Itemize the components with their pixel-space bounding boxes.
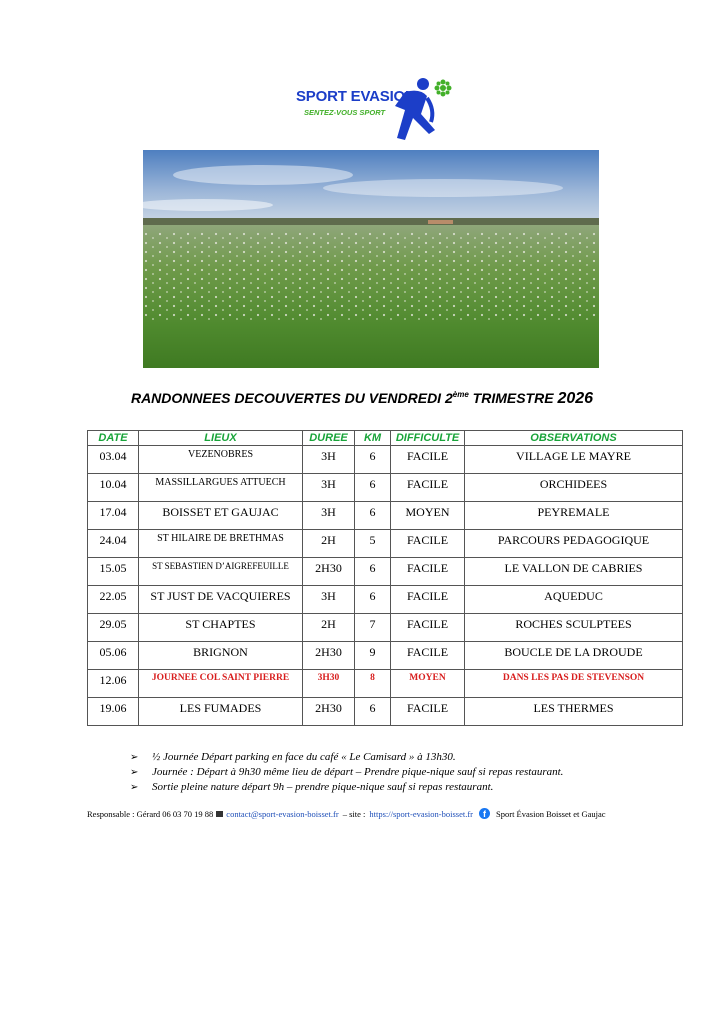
cell-date: 24.04 bbox=[88, 530, 139, 558]
cell-observations: ORCHIDEES bbox=[465, 474, 683, 502]
cell-duree: 2H bbox=[303, 614, 355, 642]
table-row bbox=[88, 586, 683, 614]
cell-km: 6 bbox=[355, 586, 391, 614]
note-text: Journée : Départ à 9h30 même lieu de départ – Prendre pique-nique sauf si repas restaurant. bbox=[152, 766, 564, 778]
table-row bbox=[88, 530, 683, 558]
footer-email-link[interactable]: contact@sport-evasion-boisset.fr bbox=[226, 808, 339, 819]
cell-difficulte: FACILE bbox=[391, 614, 465, 642]
note-item bbox=[130, 780, 563, 795]
cell-difficulte: FACILE bbox=[391, 474, 465, 502]
cell-duree: 2H30 bbox=[303, 642, 355, 670]
cell-observations: PARCOURS PEDAGOGIQUE bbox=[465, 530, 683, 558]
table-row bbox=[88, 558, 683, 586]
cell-date: 29.05 bbox=[88, 614, 139, 642]
header-difficulte: DIFFICULTE bbox=[391, 431, 465, 446]
header-duree: DUREE bbox=[303, 431, 355, 446]
table-header bbox=[88, 431, 683, 446]
cell-duree: 3H bbox=[303, 586, 355, 614]
arrow-bullet-icon: ➢ bbox=[130, 752, 139, 763]
title-year: 2026 bbox=[557, 390, 594, 407]
cell-date: 22.05 bbox=[88, 586, 139, 614]
note-item bbox=[130, 765, 563, 780]
footer-facebook: Sport Évasion Boisset et Gaujac bbox=[496, 808, 606, 819]
table-row-highlight bbox=[88, 670, 683, 698]
header-lieux: LIEUX bbox=[139, 431, 303, 446]
cell-date: 10.04 bbox=[88, 474, 139, 502]
arrow-bullet-icon: ➢ bbox=[130, 782, 139, 793]
cell-lieu: VEZENOBRES bbox=[139, 446, 303, 474]
cell-duree: 2H30 bbox=[303, 698, 355, 726]
logo-slogan: SENTEZ-VOUS SPORT bbox=[304, 108, 386, 117]
cell-observations: LE VALLON DE CABRIES bbox=[465, 558, 683, 586]
cell-lieu: ST SEBASTIEN D’AIGREFEUILLE bbox=[139, 558, 303, 586]
cell-difficulte: FACILE bbox=[391, 586, 465, 614]
field-photo bbox=[143, 150, 599, 368]
cell-km: 6 bbox=[355, 474, 391, 502]
cell-observations: LES THERMES bbox=[465, 698, 683, 726]
cell-lieu: ST JUST DE VACQUIERES bbox=[139, 586, 303, 614]
note-text: Sortie pleine nature départ 9h – prendre pique-nique sauf si repas restaurant. bbox=[152, 781, 494, 793]
footer bbox=[87, 808, 606, 819]
table-row bbox=[88, 698, 683, 726]
cell-date: 12.06 bbox=[88, 670, 139, 698]
cell-observations: BOUCLE DE LA DROUDE bbox=[465, 642, 683, 670]
cell-lieu: JOURNEE COL SAINT PIERRE bbox=[139, 670, 303, 698]
cell-km: 7 bbox=[355, 614, 391, 642]
note-item bbox=[130, 750, 563, 765]
header-km: KM bbox=[355, 431, 391, 446]
cell-lieu: LES FUMADES bbox=[139, 698, 303, 726]
cell-observations: VILLAGE LE MAYRE bbox=[465, 446, 683, 474]
cell-lieu: BOISSET ET GAUJAC bbox=[139, 502, 303, 530]
cell-duree: 3H bbox=[303, 446, 355, 474]
phone-icon bbox=[216, 811, 223, 817]
title-sup: ème bbox=[452, 390, 469, 399]
cell-lieu: BRIGNON bbox=[139, 642, 303, 670]
notes-list bbox=[130, 750, 563, 795]
cell-lieu: ST CHAPTES bbox=[139, 614, 303, 642]
cell-km: 8 bbox=[355, 670, 391, 698]
cell-km: 6 bbox=[355, 698, 391, 726]
cell-difficulte: FACILE bbox=[391, 698, 465, 726]
logo bbox=[290, 70, 460, 145]
cell-km: 6 bbox=[355, 558, 391, 586]
table-row bbox=[88, 446, 683, 474]
facebook-icon[interactable]: f bbox=[479, 808, 490, 819]
cell-difficulte: FACILE bbox=[391, 530, 465, 558]
cell-difficulte: MOYEN bbox=[391, 502, 465, 530]
table-row bbox=[88, 642, 683, 670]
cell-difficulte: FACILE bbox=[391, 642, 465, 670]
schedule-table bbox=[87, 430, 683, 726]
header-date: DATE bbox=[88, 431, 139, 446]
cell-date: 15.05 bbox=[88, 558, 139, 586]
cell-date: 17.04 bbox=[88, 502, 139, 530]
footer-site-link[interactable]: https://sport-evasion-boisset.fr bbox=[369, 808, 474, 819]
cell-duree: 3H bbox=[303, 502, 355, 530]
table-row bbox=[88, 502, 683, 530]
footer-responsable: Responsable : Gérard 06 03 70 19 88 bbox=[87, 808, 214, 819]
cell-difficulte: MOYEN bbox=[391, 670, 465, 698]
cell-date: 05.06 bbox=[88, 642, 139, 670]
title-main: RANDONNEES DECOUVERTES DU VENDREDI 2 bbox=[130, 390, 453, 406]
cell-date: 19.06 bbox=[88, 698, 139, 726]
cell-observations: DANS LES PAS DE STEVENSON bbox=[465, 670, 683, 698]
cell-difficulte: FACILE bbox=[391, 558, 465, 586]
arrow-bullet-icon: ➢ bbox=[130, 767, 139, 778]
cell-lieu: MASSILLARGUES ATTUECH bbox=[139, 474, 303, 502]
cell-observations: ROCHES SCULPTEES bbox=[465, 614, 683, 642]
cell-duree: 3H30 bbox=[303, 670, 355, 698]
table-row bbox=[88, 614, 683, 642]
cell-duree: 2H30 bbox=[303, 558, 355, 586]
cell-km: 6 bbox=[355, 446, 391, 474]
cell-observations: PEYREMALE bbox=[465, 502, 683, 530]
cell-difficulte: FACILE bbox=[391, 446, 465, 474]
title-rest: TRIMESTRE bbox=[468, 390, 558, 406]
cell-km: 5 bbox=[355, 530, 391, 558]
header-observations: OBSERVATIONS bbox=[465, 431, 683, 446]
cell-km: 9 bbox=[355, 642, 391, 670]
cell-observations: AQUEDUC bbox=[465, 586, 683, 614]
cell-km: 6 bbox=[355, 502, 391, 530]
cell-date: 03.04 bbox=[88, 446, 139, 474]
cell-duree: 3H bbox=[303, 474, 355, 502]
cell-duree: 2H bbox=[303, 530, 355, 558]
table-row bbox=[88, 474, 683, 502]
note-text: ½ Journée Départ parking en face du café « Le Camisard » à 13h30. bbox=[152, 751, 456, 763]
document-title bbox=[0, 390, 724, 408]
logo-title: SPORT EVASION bbox=[296, 88, 416, 105]
footer-site-label: – site : bbox=[342, 808, 366, 819]
cell-lieu: ST HILAIRE DE BRETHMAS bbox=[139, 530, 303, 558]
